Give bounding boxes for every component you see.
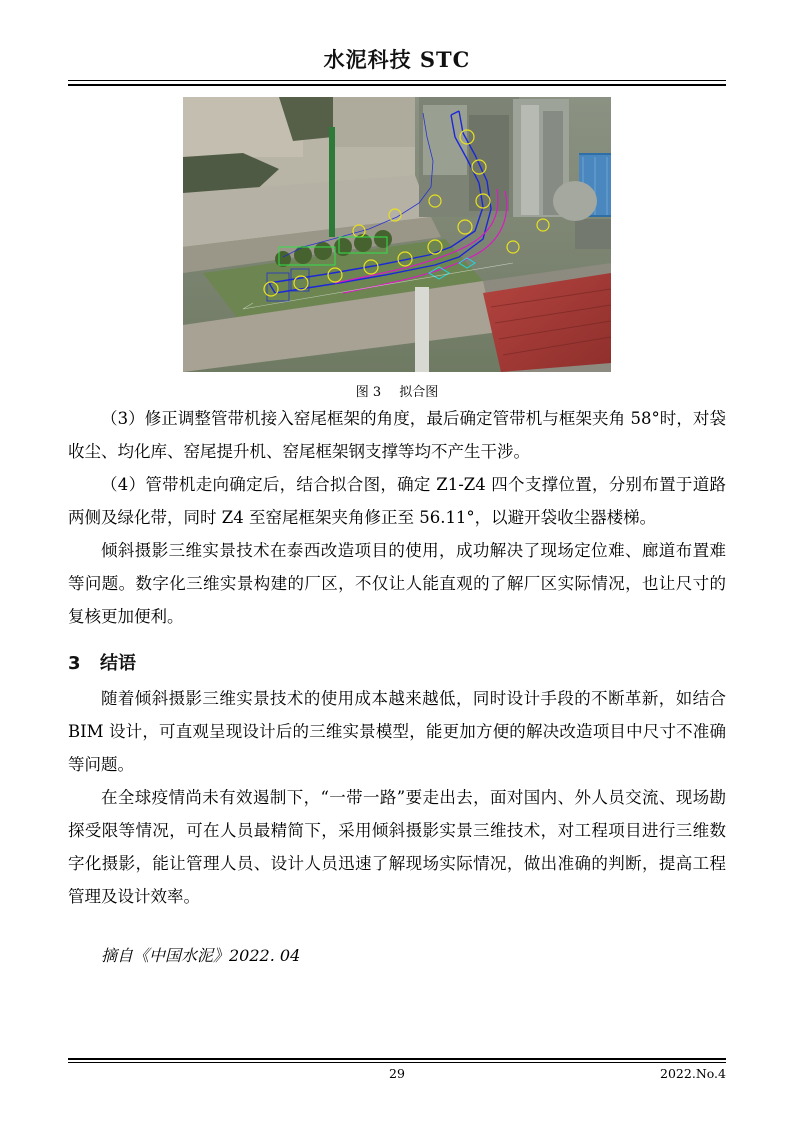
footer-rule-thick xyxy=(68,1058,726,1060)
paragraph: 随着倾斜摄影三维实景技术的使用成本越来越低，同时设计手段的不断革新，如结合 BIM 设计，可直观呈现设计后的三维实景模型，能更加方便的解决改造项目中尺寸不准确等问题。 xyxy=(68,689,726,774)
figure-image xyxy=(183,97,611,372)
body-content xyxy=(68,402,726,988)
figure-caption xyxy=(68,381,726,400)
figure-caption-text: 拟合图 xyxy=(399,385,439,400)
figure-caption-label: 图 3 xyxy=(355,385,382,400)
section-number: 3 xyxy=(68,653,81,674)
header-rule-thick xyxy=(68,84,726,86)
paragraph: （3）修正调整管带机接入窑尾框架的角度，最后确定管带机与框架夹角 58°时，对袋收尘、均化库、窑尾提升机、窑尾框架钢支撑等均不产生干涉。 xyxy=(68,409,726,461)
paragraph: （4）管带机走向确定后，结合拟合图，确定 Z1-Z4 四个支撑位置，分别布置于道路两侧及绿化带，同时 Z4 至窑尾框架夹角修正至 56.11°，以避开袋收尘器楼梯。 xyxy=(68,475,726,527)
paragraph: 在全球疫情尚未有效遏制下，“一带一路”要走出去，面对国内、外人员交流、现场勘探受限等情况，可在人员最精简下，采用倾斜摄影实景三维技术，对工程项目进行三维数字化摄影，能让管理人员、设计人员迅速了解现场实际情况，做出准确的判断，提高工程管理及设计效率。 xyxy=(68,788,726,906)
page-number: 29 xyxy=(389,1066,405,1081)
page-header xyxy=(68,44,726,74)
paragraph: 倾斜摄影三维实景技术在泰西改造项目的使用，成功解决了现场定位难、廊道布置难等问题。数字化三维实景构建的厂区，不仅让人能直观的了解厂区实际情况，也让尺寸的复核更加便利。 xyxy=(68,541,726,626)
source-citation: 摘自《中国水泥》2022. 04 xyxy=(101,946,301,965)
section-heading xyxy=(68,647,726,680)
header-rule-thin xyxy=(68,80,726,81)
issue-label: 2022.No.4 xyxy=(660,1066,726,1081)
aerial-photo-svg xyxy=(183,97,611,372)
section-title: 结语 xyxy=(100,653,136,674)
page-footer xyxy=(68,1066,726,1088)
header-title: 水泥科技 STC xyxy=(323,47,471,72)
footer-rule-thin xyxy=(68,1062,726,1063)
